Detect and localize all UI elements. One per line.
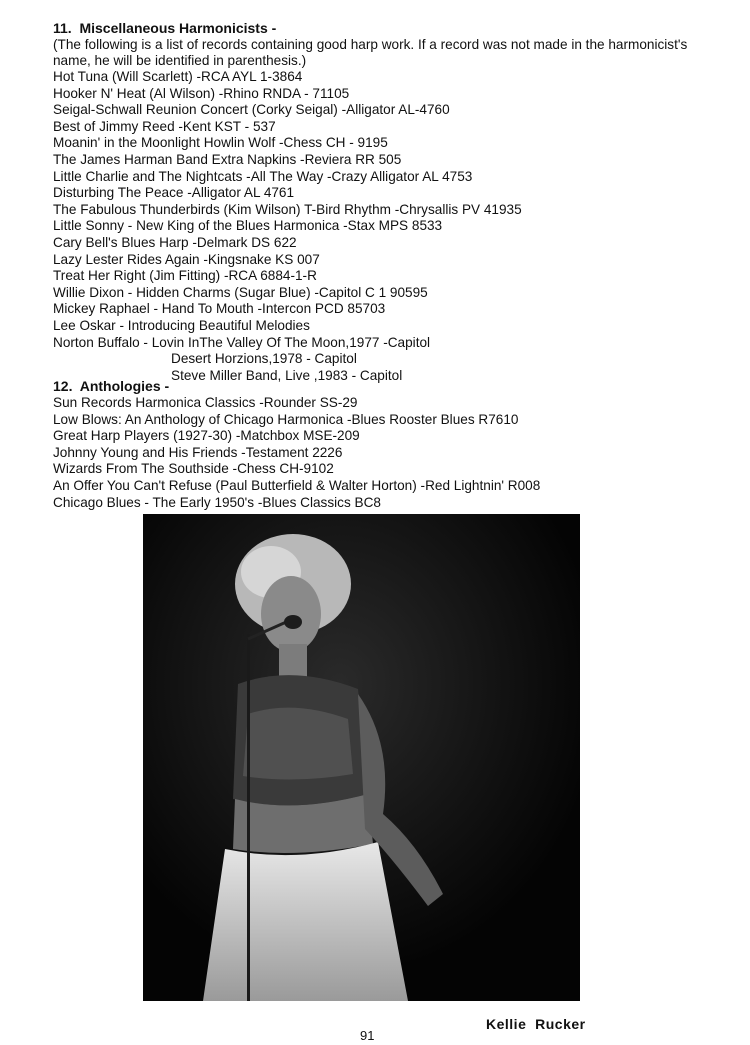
record-line: Best of Jimmy Reed -Kent KST - 537 <box>53 118 276 134</box>
record-line: Wizards From The Southside -Chess CH-9102 <box>53 461 334 477</box>
section-anthologies <box>53 378 723 511</box>
page-number: 91 <box>360 1028 375 1043</box>
record-line: Disturbing The Peace -Alligator AL 4761 <box>53 185 295 201</box>
record-line: An Offer You Can't Refuse (Paul Butterfield & Walter Horton) -Red Lightnin' R008 <box>53 477 541 493</box>
record-line: Great Harp Players (1927-30) -Matchbox MSE-209 <box>53 428 360 444</box>
record-line: Hot Tuna (Will Scarlett) -RCA AYL 1-3864 <box>53 69 303 84</box>
record-line: The Fabulous Thunderbirds (Kim Wilson) T-Bird Rhythm -Chrysallis PV 41935 <box>53 201 522 217</box>
section-heading: 12. Anthologies - <box>53 378 170 394</box>
record-line: Little Sonny - New King of the Blues Harmonica -Stax MPS 8533 <box>53 218 443 234</box>
record-line: Sun Records Harmonica Classics -Rounder SS-29 <box>53 395 358 410</box>
record-line: Lee Oskar - Introducing Beautiful Melodies <box>53 317 310 333</box>
record-line: Lazy Lester Rides Again -Kingsnake KS 007 <box>53 251 320 267</box>
record-line: Hooker N' Heat (Al Wilson) -Rhino RNDA - 71105 <box>53 85 350 101</box>
photo-caption: Kellie Rucker <box>486 1016 586 1032</box>
record-line: Cary Bell's Blues Harp -Delmark DS 622 <box>53 234 297 250</box>
record-line: Norton Buffalo - Lovin InThe Valley Of The Moon,1977 -Capitol <box>53 334 431 350</box>
record-line: Chicago Blues - The Early 1950's -Blues Classics BC8 <box>53 494 381 510</box>
section-intro: (The following is a list of records containing good harp work. If a record was not made in the harmonicist's name, he will be identified in parenthesis.) <box>53 37 688 68</box>
record-line: Mickey Raphael - Hand To Mouth -Intercon PCD 85703 <box>53 301 386 317</box>
record-line: Low Blows: An Anthology of Chicago Harmonica -Blues Rooster Blues R7610 <box>53 411 519 427</box>
record-line-indented: Desert Horzions,1978 - Capitol <box>171 351 357 367</box>
record-line: Moanin' in the Moonlight Howlin Wolf -Chess CH - 9195 <box>53 135 388 151</box>
section-misc-harmonicists <box>53 20 723 384</box>
record-line: The James Harman Band Extra Napkins -Reviera RR 505 <box>53 151 402 167</box>
record-line-indented: Steve Miller Band, Live ,1983 - Capitol <box>171 367 403 383</box>
record-line: Seigal-Schwall Reunion Concert (Corky Seigal) -Alligator AL-4760 <box>53 102 450 118</box>
record-line: Treat Her Right (Jim Fitting) -RCA 6884-1-R <box>53 268 317 284</box>
record-line: Willie Dixon - Hidden Charms (Sugar Blue) -Capitol C 1 90595 <box>53 284 428 300</box>
section-heading: 11. Miscellaneous Harmonicists - <box>53 20 277 36</box>
record-line: Little Charlie and The Nightcats -All The Way -Crazy Alligator AL 4753 <box>53 168 473 184</box>
record-line: Johnny Young and His Friends -Testament 2226 <box>53 444 343 460</box>
performer-photo <box>143 514 580 1001</box>
performer-photo-illustration <box>143 514 580 1001</box>
